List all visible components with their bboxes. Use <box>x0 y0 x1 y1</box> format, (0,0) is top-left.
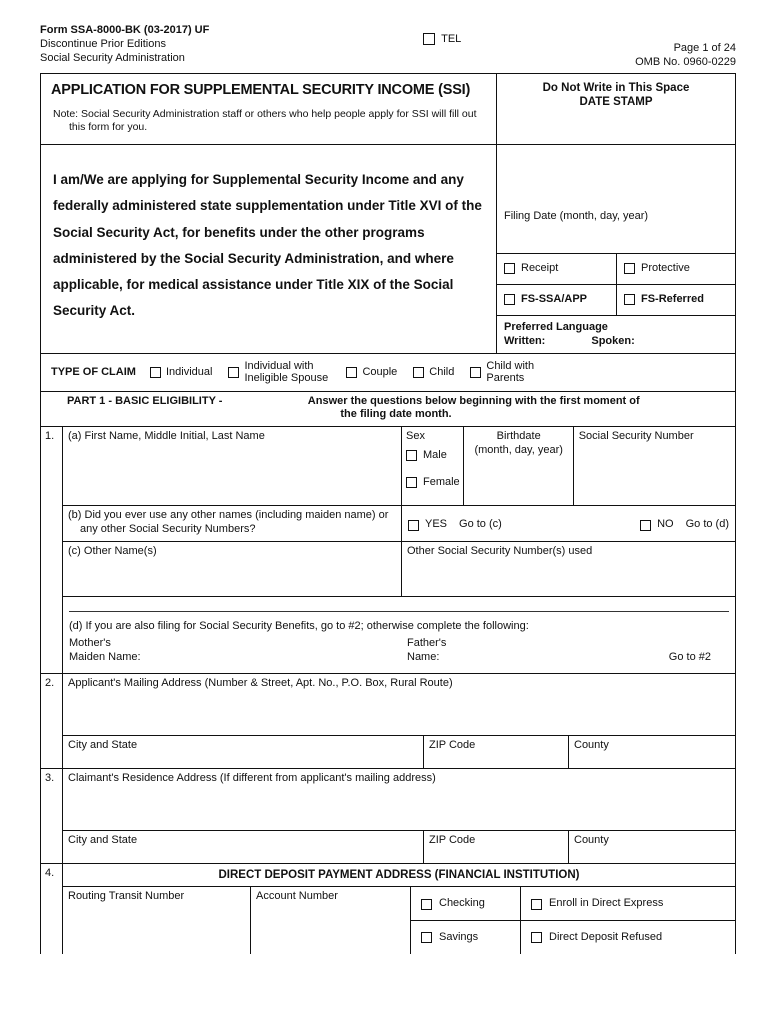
female-checkbox[interactable] <box>406 477 417 488</box>
part1-heading-line2: the filing date month. <box>340 408 452 421</box>
female-label: Female <box>423 475 460 488</box>
question-2 <box>41 674 735 769</box>
question-3 <box>41 769 735 864</box>
enroll-direct-express-option[interactable] <box>521 887 735 920</box>
checking-checkbox[interactable] <box>421 899 432 910</box>
claim-option-individual-ineligible-spouse[interactable] <box>228 360 330 384</box>
q1b-yes-checkbox[interactable] <box>408 520 419 531</box>
written-label: Written: <box>504 334 546 347</box>
direct-deposit-refused-checkbox[interactable] <box>531 932 542 943</box>
tel-label: TEL <box>441 33 462 45</box>
form-body <box>40 73 736 954</box>
fs-row <box>497 285 735 316</box>
q2-zip-field[interactable] <box>423 736 568 768</box>
account-type-group <box>410 887 520 954</box>
female-option[interactable] <box>406 476 460 490</box>
direct-deposit-refused-option[interactable] <box>521 920 735 954</box>
enroll-direct-express-checkbox[interactable] <box>531 899 542 910</box>
q1c-label: (c) Other Name(s) <box>68 544 157 557</box>
q2-city-zip-county-row <box>63 735 735 768</box>
fs-referred-checkbox[interactable] <box>624 294 635 305</box>
q3-zip-field[interactable] <box>423 831 568 863</box>
q1-parents-row <box>63 635 735 673</box>
date-stamp-label: DATE STAMP <box>579 95 653 108</box>
fs-ssa-app-option[interactable] <box>497 285 616 315</box>
routing-label: Routing Transit Number <box>68 890 185 903</box>
q4-number: 4. <box>41 864 63 954</box>
title-cell <box>41 74 496 144</box>
q2-city-state-label: City and State <box>68 738 138 751</box>
do-not-write-line1: Do Not Write in This Space <box>542 81 690 94</box>
q2-mailing-address-field[interactable] <box>63 674 735 735</box>
routing-transit-field[interactable] <box>63 887 250 954</box>
header-left <box>40 24 209 65</box>
checking-label: Checking <box>439 897 485 910</box>
form-number: Form SSA-8000-BK (03-2017) UF <box>40 24 210 36</box>
statement-row <box>41 145 735 355</box>
fs-referred-label: FS-Referred <box>641 293 704 305</box>
protective-option[interactable] <box>616 254 735 284</box>
fs-ssa-app-checkbox[interactable] <box>504 294 515 305</box>
receipt-option[interactable] <box>497 254 616 284</box>
q2-zip-label: ZIP Code <box>429 738 476 751</box>
q1a-row <box>63 427 735 505</box>
individual-ineligible-spouse-checkbox[interactable] <box>228 367 239 378</box>
q2-city-state-field[interactable] <box>63 736 423 768</box>
child-with-parents-checkbox[interactable] <box>470 367 481 378</box>
datestamp-blank <box>497 145 735 205</box>
father-label-line1: Father's <box>407 637 447 650</box>
q1b-no-option[interactable] <box>640 514 729 537</box>
q1c-other-ssn-field[interactable] <box>401 542 735 596</box>
q2-address-label: Applicant's Mailing Address (Number & Street, Apt. No., P.O. Box, Rural Route) <box>68 676 453 689</box>
q1b-yes-option[interactable] <box>408 514 502 537</box>
claim-option-individual[interactable] <box>150 366 212 380</box>
q1b-no-label: NO <box>657 518 674 531</box>
claim-option-couple[interactable] <box>346 366 397 380</box>
header-right <box>635 42 736 70</box>
q1b-yes-goto: Go to (c) <box>459 518 502 531</box>
q3-body <box>63 769 735 863</box>
q3-county-field[interactable] <box>568 831 735 863</box>
tel-checkbox-group[interactable] <box>423 33 461 47</box>
q1a-sex-field <box>401 427 463 505</box>
filing-date-label: Filing Date (month, day, year) <box>504 209 649 222</box>
male-option[interactable] <box>406 449 460 463</box>
savings-label: Savings <box>439 930 479 943</box>
claim-option-child-with-parents[interactable] <box>470 360 546 384</box>
receipt-label: Receipt <box>521 262 559 274</box>
q2-county-field[interactable] <box>568 736 735 768</box>
individual-label: Individual <box>165 365 213 378</box>
individual-ineligible-spouse-label: Individual with Ineligible Spouse <box>244 360 329 385</box>
protective-checkbox[interactable] <box>624 263 635 274</box>
statement-cell <box>41 145 496 354</box>
form-note: Note: Social Security Administration staff or others who help people apply for SSI will fill out this form for you. <box>53 107 477 133</box>
q1b-answers <box>401 506 735 541</box>
preferred-language-block <box>497 316 735 354</box>
q2-body <box>63 674 735 768</box>
question-1 <box>41 427 735 674</box>
q3-address-label: Claimant's Residence Address (If different from applicant's mailing address) <box>68 771 436 784</box>
receipt-checkbox[interactable] <box>504 263 515 274</box>
child-label: Child <box>429 365 455 378</box>
application-statement: I am/We are applying for Supplemental Security Income and any federally administered state supplementation under Title XVI of the Social Security Act, for benefits under the other programs administered by the Social Security Administration, and where applicable, for medical assistance under Title XIX of the Social Security Act. <box>53 171 482 319</box>
filing-date-field[interactable] <box>497 205 735 254</box>
q4-body <box>63 864 735 954</box>
page-title: APPLICATION FOR SUPPLEMENTAL SECURITY INCOME (SSI) <box>51 81 471 98</box>
spoken-label: Spoken: <box>591 334 635 347</box>
q1c-row <box>63 541 735 596</box>
q3-city-state-label: City and State <box>68 833 138 846</box>
claim-option-child[interactable] <box>413 366 454 380</box>
q3-city-zip-county-row <box>63 830 735 863</box>
father-labels <box>407 637 446 665</box>
father-name-field[interactable] <box>407 637 729 665</box>
q2-county-label: County <box>574 738 609 751</box>
direct-deposit-title: DIRECT DEPOSIT PAYMENT ADDRESS (FINANCIAL INSTITUTION) <box>63 864 735 887</box>
account-label: Account Number <box>256 890 338 903</box>
mother-label-line1: Mother's <box>69 637 111 650</box>
child-with-parents-label: Child with Parents <box>486 360 535 385</box>
fs-ssa-app-label: FS-SSA/APP <box>521 293 588 305</box>
birthdate-label-line2: (month, day, year) <box>474 443 563 456</box>
child-checkbox[interactable] <box>413 367 424 378</box>
discontinue-notice: Discontinue Prior Editions <box>40 37 166 50</box>
q1d-row <box>63 596 735 636</box>
q1d-divider <box>69 611 729 612</box>
mother-label-line2: Maiden Name: <box>69 651 141 664</box>
q3-number: 3. <box>41 769 63 863</box>
checking-option[interactable] <box>411 887 520 920</box>
direct-deposit-refused-label: Direct Deposit Refused <box>549 930 663 943</box>
q1a-name-field[interactable] <box>63 427 401 505</box>
part1-heading-rest: Answer the questions below beginning with the first moment of <box>307 394 640 407</box>
individual-checkbox[interactable] <box>150 367 161 378</box>
date-stamp-cell <box>496 74 735 144</box>
savings-option[interactable] <box>411 920 520 954</box>
ssn-label: Social Security Number <box>578 430 694 443</box>
preferred-language-label: Preferred Language <box>504 320 608 333</box>
enroll-direct-express-label: Enroll in Direct Express <box>549 897 664 910</box>
q1b-no-checkbox[interactable] <box>640 520 651 531</box>
type-of-claim-row <box>41 354 735 391</box>
receipt-protective-row <box>497 254 735 285</box>
direct-deposit-row <box>63 887 735 954</box>
q1b-row <box>63 505 735 541</box>
fs-referred-option[interactable] <box>616 285 735 315</box>
part1-heading-lead: PART 1 - BASIC ELIGIBILITY - <box>67 394 223 407</box>
male-label: Male <box>423 448 447 461</box>
q1b-yes-label: YES <box>425 518 448 531</box>
do-not-write-label <box>497 74 735 116</box>
mother-maiden-name-field[interactable] <box>69 637 407 665</box>
q1b-no-goto: Go to (d) <box>685 518 729 531</box>
account-number-field[interactable] <box>250 887 410 954</box>
page-number: Page 1 of 24 <box>673 42 736 54</box>
q1a-label: (a) First Name, Middle Initial, Last Name <box>68 430 265 443</box>
q3-residence-address-field[interactable] <box>63 769 735 830</box>
part1-heading <box>41 392 735 428</box>
omb-number: OMB No. 0960-0229 <box>635 55 736 68</box>
language-fields[interactable] <box>504 335 729 349</box>
father-label-line2: Name: <box>407 651 440 664</box>
goto-2-note: Go to #2 <box>668 651 711 664</box>
couple-checkbox[interactable] <box>346 367 357 378</box>
admin-use-cell <box>496 145 735 354</box>
q1-number: 1. <box>41 427 63 673</box>
q3-city-state-field[interactable] <box>63 831 423 863</box>
couple-label: Couple <box>362 365 398 378</box>
tel-checkbox[interactable] <box>423 33 435 45</box>
q1c-other-names-field[interactable] <box>63 542 401 596</box>
question-4 <box>41 864 735 954</box>
birthdate-label-line1: Birthdate <box>496 430 541 443</box>
q1a-birthdate-field[interactable] <box>463 427 573 505</box>
q1c-right-label: Other Social Security Number(s) used <box>407 544 593 557</box>
q3-county-label: County <box>574 833 609 846</box>
q2-number: 2. <box>41 674 63 768</box>
q3-zip-label: ZIP Code <box>429 833 476 846</box>
male-checkbox[interactable] <box>406 450 417 461</box>
savings-checkbox[interactable] <box>421 932 432 943</box>
sex-label: Sex <box>406 430 425 443</box>
protective-label: Protective <box>641 262 690 274</box>
q1b-question: (b) Did you ever use any other names (including maiden name) or any other Social Security Numbers? <box>68 509 389 535</box>
direct-express-group <box>520 887 735 954</box>
q1a-ssn-field[interactable] <box>573 427 735 505</box>
agency-name: Social Security Administration <box>40 51 185 64</box>
q1-body <box>63 427 735 673</box>
type-of-claim-label: TYPE OF CLAIM <box>51 365 136 378</box>
title-row <box>41 74 735 145</box>
q1d-instruction: (d) If you are also filing for Social Security Benefits, go to #2; otherwise complete the following: <box>69 619 529 632</box>
form-header <box>40 24 736 73</box>
